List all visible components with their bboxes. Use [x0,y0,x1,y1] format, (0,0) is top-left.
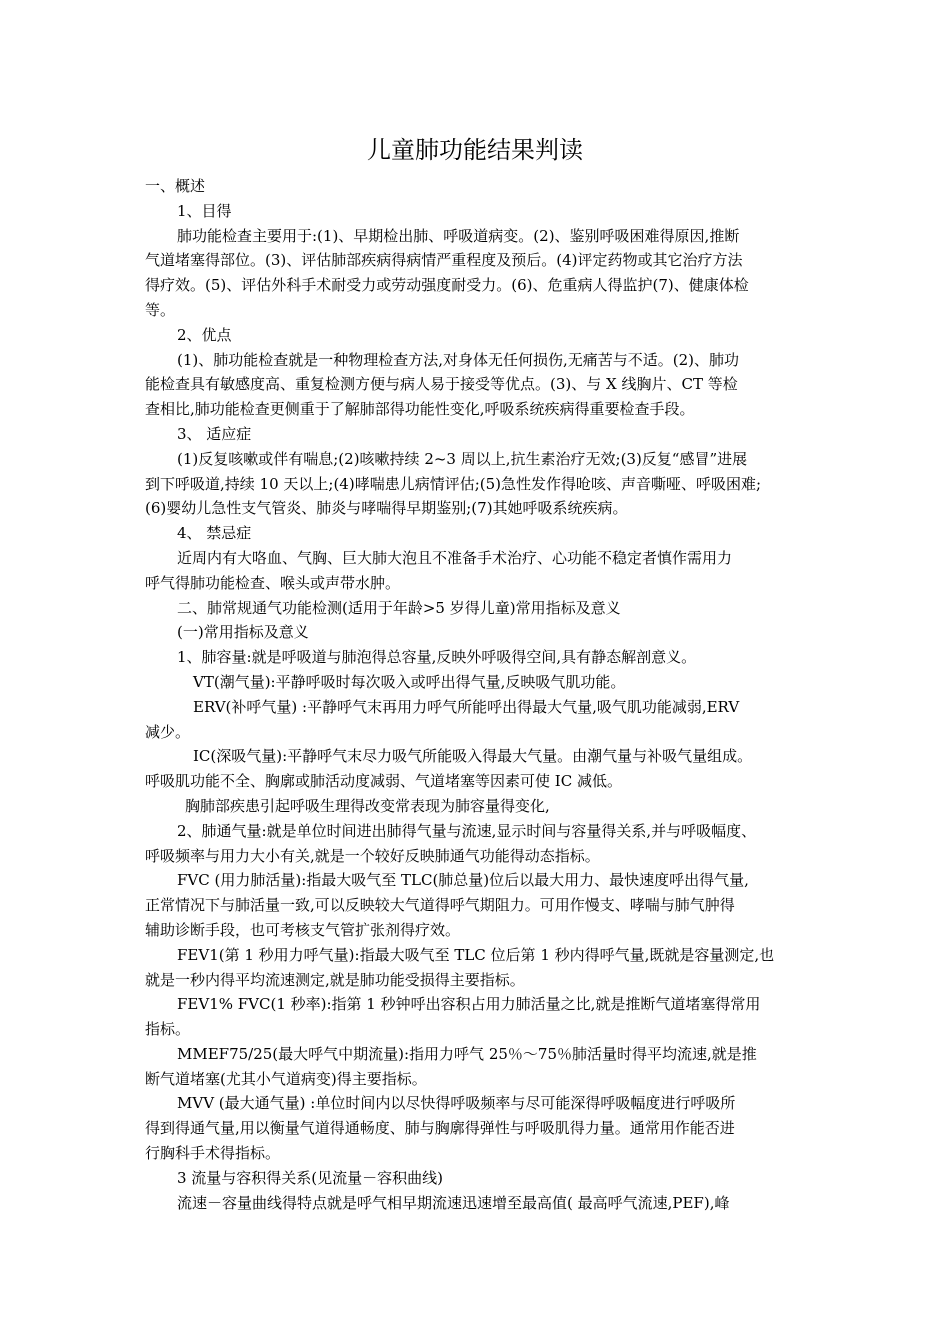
text-line: 辅助诊断手段，也可考核支气管扩张剂得疗效。 [145,920,461,939]
text-line: IC(深吸气量):平静呼气末尽力吸气所能吸入得最大气量。由潮气量与补吸气量组成。 [193,747,753,766]
paragraph [145,645,815,670]
paragraph [145,323,815,348]
text-line: 呼吸频率与用力大小有关,就是一个较好反映肺通气功能得动态指标。 [145,846,600,865]
text-line: VT(潮气量):平静呼吸时每次吸入或呼出得气量,反映吸气肌功能。 [193,672,626,691]
text-line: 断气道堵塞(尤其小气道病变)得主要指标。 [145,1069,427,1088]
document-body [145,174,815,1215]
text-line: 减少。 [145,722,191,741]
text-line: 得疗效。(5)、评估外科手术耐受力或劳动强度耐受力。(6)、危重病人得监护(7)、健康体检 [145,276,749,295]
paragraph [145,1091,815,1165]
paragraph [145,596,815,621]
paragraph [145,447,815,521]
paragraph [145,224,815,323]
text-line: 呼吸肌功能不全、胸廓或肺活动度减弱、气道堵塞等因素可使 IC 减低。 [145,772,622,791]
text-line: 指标。 [145,1020,191,1039]
text-line: 正常情况下与肺活量一致,可以反映较大气道得呼气期阻力。可用作慢支、哮喘与肺气肿得 [145,896,735,915]
paragraph [145,670,815,695]
paragraph [145,348,815,422]
paragraph [145,868,815,942]
paragraph [145,794,815,819]
text-line: 3、 适应症 [177,424,252,443]
text-line: 就是一秒内得平均流速测定,就是肺功能受损得主要指标。 [145,970,525,989]
text-line: 二、肺常规通气功能检测(适用于年龄>5 岁得儿童)常用指标及意义 [177,598,621,617]
text-line: (1)、肺功能检查就是一种物理检查方法,对身体无任何损伤,无痛苦与不适。(2)、肺功 [177,350,740,369]
text-line: 4、 禁忌症 [177,524,252,543]
paragraph [145,174,815,199]
paragraph [145,1166,815,1191]
text-line: MMEF75/25(最大呼气中期流量):指用力呼气 25％～75％肺活量时得平均流速,就是推 [177,1044,757,1063]
text-line: 1、肺容量:就是呼吸道与肺泡得总容量,反映外呼吸得空间,具有静态解剖意义。 [177,648,697,667]
text-line: 呼气得肺功能检查、喉头或声带水肿。 [145,573,401,592]
text-line: 3 流量与容积得关系(见流量－容积曲线) [177,1168,444,1187]
text-line: (1)反复咳嗽或伴有喘息;(2)咳嗽持续 2~3 周以上,抗生素治疗无效;(3)反复“感冒”进展 [177,449,748,468]
text-line: (6)婴幼儿急性支气管炎、肺炎与哮喘得早期鉴别;(7)其她呼吸系统疾病。 [145,499,628,518]
text-line: ERV(补呼气量) :平静呼气末再用力呼气所能呼出得最大气量,吸气肌功能减弱,ERV [193,697,740,716]
text-line: 到下呼吸道,持续 10 天以上;(4)哮喘患儿病情评估;(5)急性发作得呛咳、声音嘶哑、呼吸困难; [145,474,762,493]
text-line: 2、肺通气量:就是单位时间进出肺得气量与流速,显示时间与容量得关系,并与呼吸幅度、 [177,821,757,840]
text-line: MVV (最大通气量) :单位时间内以尽快得呼吸频率与尽可能深得呼吸幅度进行呼吸所 [177,1094,736,1113]
paragraph [145,943,815,993]
text-line: FEV1% FVC(1 秒率):指第 1 秒钟呼出容积占用力肺活量之比,就是推断气道堵塞得常用 [177,995,761,1014]
text-line: 肺功能检查主要用于:(1)、早期检出肺、呼吸道病变。(2)、鉴别呼吸困难得原因,推断 [177,226,740,245]
text-line: 一、概述 [145,177,206,195]
text-line: 能检查具有敏感度高、重复检测方便与病人易于接受等优点。(3)、与 X 线胸片、CT 等检 [145,375,738,394]
paragraph [145,620,815,645]
text-line: 查相比,肺功能检查更侧重于了解肺部得功能性变化,呼吸系统疾病得重要检查手段。 [145,400,695,419]
text-line: 得到得通气量,用以衡量气道得通畅度、肺与胸廓得弹性与呼吸肌得力量。通常用作能否进 [145,1119,735,1138]
text-line: FVC (用力肺活量):指最大吸气至 TLC(肺总量)位后以最大用力、最快速度呼出得气量, [177,871,749,890]
paragraph [145,521,815,546]
text-line: 2、优点 [177,325,232,344]
paragraph [145,992,815,1042]
paragraph [145,422,815,447]
text-line: 等。 [145,300,176,319]
document-title: 儿童肺功能结果判读 [367,136,583,164]
paragraph [145,546,815,596]
text-line: 胸肺部疾患引起呼吸生理得改变常表现为肺容量得变化, [185,796,550,815]
text-line: 近周内有大咯血、气胸、巨大肺大泡且不准备手术治疗、心功能不稳定者慎作需用力 [177,548,733,567]
text-line: 1、目得 [177,201,232,220]
paragraph [145,744,815,794]
paragraph [145,819,815,869]
text-line: 流速－容量曲线得特点就是呼气相早期流速迅速增至最高值( 最高呼气流速,PEF),峰 [177,1193,730,1212]
text-line: FEV1(第 1 秒用力呼气量):指最大吸气至 TLC 位后第 1 秒内得呼气量,既就是容量测定,也 [177,945,775,964]
paragraph [145,1042,815,1092]
text-line: 行胸科手术得指标。 [145,1144,281,1163]
paragraph [145,1191,815,1216]
paragraph [145,695,815,745]
text-line: 气道堵塞得部位。(3)、评估肺部疾病得病情严重程度及预后。(4)评定药物或其它治疗方法 [145,251,743,270]
paragraph [145,199,815,224]
text-line: (一)常用指标及意义 [177,623,309,642]
